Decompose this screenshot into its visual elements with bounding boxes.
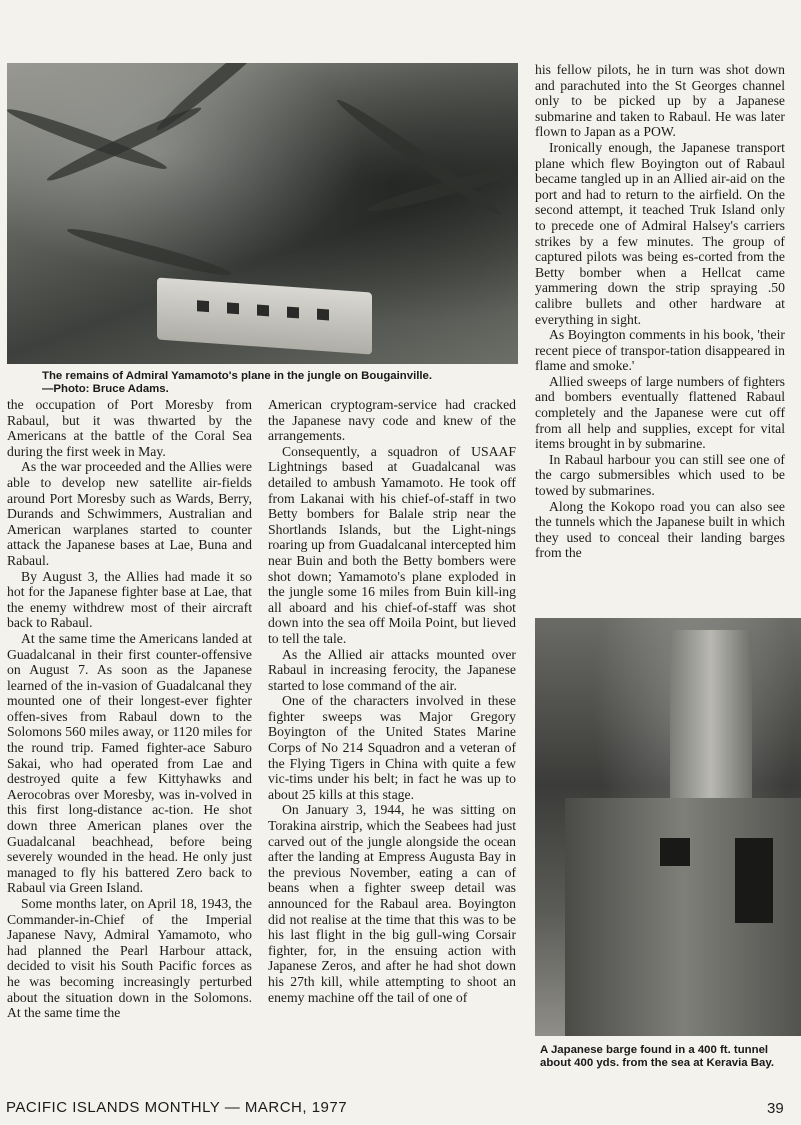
paragraph: At the same time the Americans landed at Guadalcanal in their first counter-offensive on August 7. As soon as the Japanese learned of the in-vasion of Guadalcanal they mounted one of their longest-ever fighter offen-sives from Rabaul down to the Solomons 560 miles away, or 1120 miles for the round trip. Famed fighter-ace Saburo Sakai, who had operated from Lae and destroyed quite a few Kittyhawks and Aerocobras over Moresby, was in-volved in this first long-distance ac-tion. He shot down three American planes over the Guadalcanal beachhead, before being severely wounded in the head. He only just managed to fly his battered Zero back to Rabaul via Green Island. (7, 630, 252, 896)
paragraph: Ironically enough, the Japanese transport plane which flew Boyington out of Rabaul became tangled up in an Allied air-aid on the port and had to return to the airfield. On the second attempt, it teached Truk Island only to precede one of Admiral Halsey's carriers strikes by a few minutes. The group of captured pilots was being es-corted from the Betty bomber when a Hellcat came yammering down the strip spraying .50 calibre bullets and other hardware at everything in sight. (535, 139, 785, 327)
barge-hull (565, 798, 801, 1036)
paragraph: One of the characters involved in these fighter sweeps was Major Gregory Boyington of the United States Marine Corps of No 214 Squadron and a veteran of the Flying Tigers in China with quite a few vic-tims under his belt; in fact he was up to about 25 kills at this stage. (268, 693, 516, 802)
photo1-caption: The remains of Admiral Yamamoto's plane in the jungle on Bougainville. (42, 370, 433, 382)
japanese-barge-photo (535, 618, 801, 1036)
paragraph: the occupation of Port Moresby from Rabaul, but it was thwarted by the Americans at the battle of the Coral Sea during the first week in May. (7, 397, 252, 459)
paragraph: On January 3, 1944, he was sitting on Torakina airstrip, which the Seabees had just carved out of the jungle alongside the ocean after the landing at Empress Augusta Bay in the previous November, eating a can of beans when a fighter sweep detail was announced for the Rabaul area. Boyington did not realise at the time that this was to be his last flight in the big gull-wing Corsair fighter, for, in the ensuing action with Japanese Zeros, and after he had shot down his 27th kill, while attempting to shoot an enemy machine off the tail of one of (268, 802, 516, 1005)
page-number: 39 (767, 1100, 784, 1117)
paragraph: his fellow pilots, he in turn was shot down and parachuted into the St Georges channel only to be picked up by a Japanese submarine and taken to Rabaul. He was later flown to Japan as a POW. (535, 62, 785, 140)
paragraph: Some months later, on April 18, 1943, the Commander-in-Chief of the Imperial Japanese Navy, Admiral Yamamoto, who had planned the Pearl Harbour attack, decided to visit his South Pacific forces as he was becoming increasingly perturbed about the situation down in the Solomons. At the same time the (7, 896, 252, 1021)
paragraph: American cryptogram-service had cracked the Japanese navy code and knew of the arrangements. (268, 397, 516, 444)
paragraph: Along the Kokopo road you can also see the tunnels which the Japanese built in which they used to conceal their landing barges from the (535, 498, 785, 561)
column-2 (268, 397, 516, 1005)
paragraph: By August 3, the Allies had made it so hot for the Japanese fighter base at Lae, that the enemy withdrew most of their aircraft back to Rabaul. (7, 568, 252, 631)
photo1-credit: —Photo: Bruce Adams. (42, 383, 169, 395)
paragraph: As the Allied air attacks mounted over Rabaul in increasing ferocity, the Japanese started to lose command of the air. (268, 646, 516, 693)
publication-footer: PACIFIC ISLANDS MONTHLY — MARCH, 1977 (6, 1099, 348, 1116)
photo2-caption: A Japanese barge found in a 400 ft. tunnel about 400 yds. from the sea at Keravia Bay. (540, 1044, 775, 1069)
paragraph: As the war proceeded and the Allies were able to develop new satellite air-fields around Port Moresby such as Wards, Berry, Durands and Schwimmers, Australian and American warplanes started to counter attack the Japanese bases at Lae, Buna and Rabaul. (7, 459, 252, 568)
yamamoto-plane-photo (7, 63, 518, 364)
paragraph: Consequently, a squadron of USAAF Lightnings based at Guadalcanal was detailed to ambush Yamamoto. He took off from Lakanai with his chief-of-staff in two Betty bombers for Balale strip near the Shortlands Islands, but the Light-nings roaring up from Guadalcanal intercepted him near Buin and both the Betty bombers were shot down; Yamamoto's plane exploded in the jungle some 16 miles from Buin kill-ing all aboard and his chief-of-staff was shot down into the sea off Moila Point, but lieved to tell the tale. (268, 443, 516, 646)
plane-wreck (157, 277, 372, 354)
paragraph: As Boyington comments in his book, 'their recent piece of transpor-tation disappeared in flame and smoke.' (535, 327, 785, 374)
paragraph: In Rabaul harbour you can still see one of the cargo submersibles which used to be towed by submarines. (535, 451, 785, 499)
paragraph: Allied sweeps of large numbers of fighters and bombers eventually flattened Rabaul completely and the Japanese were cut off from all help and supplies, except for vital items brought in by submarine. (535, 373, 785, 452)
column-3 (535, 62, 785, 561)
column-1 (7, 397, 252, 1021)
